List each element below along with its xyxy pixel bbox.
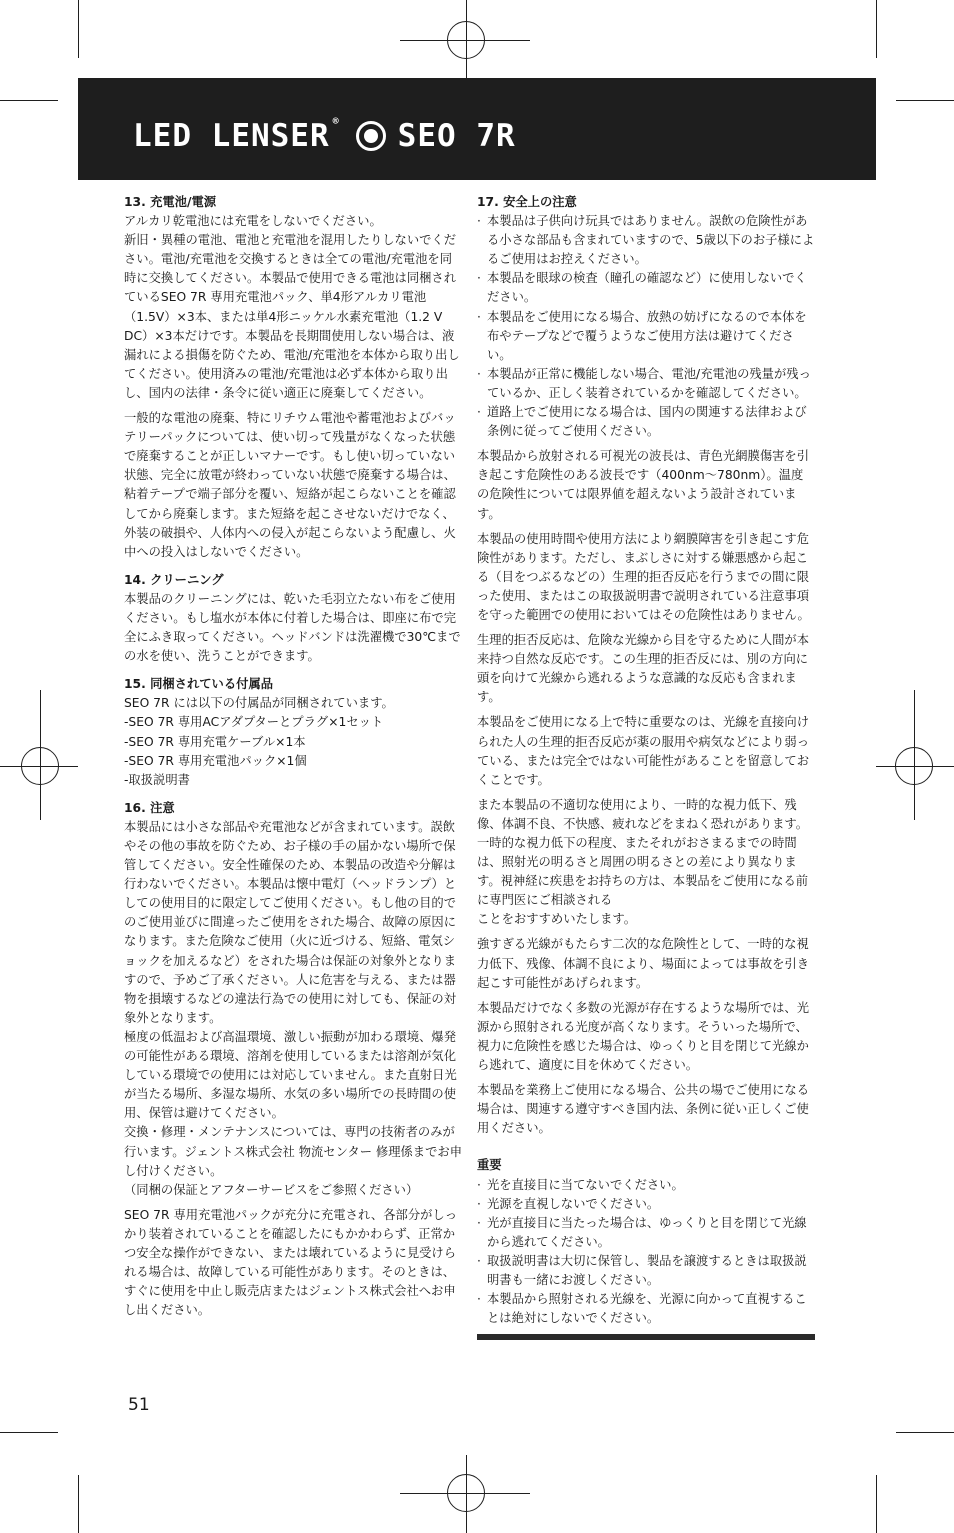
accessory-item: -SEO 7R 専用充電池パック×1個: [124, 753, 307, 768]
section-17-p3: 生理的拒否反応は、危険な光線から目を守るために人間が本来持つ自然な反応です。この生理的拒否反には、別の方向に頭を向けて光線から逃れるような意識的な反応も含まれます。: [477, 633, 810, 705]
list-item: · 本製品をご使用になる場合、放熱の妨げになるので本体を布やテープなどで覆うようなご使用方法は避けてください。: [477, 308, 815, 365]
model-name: SEO 7R: [397, 118, 516, 154]
section-16-title: 16. 注意: [124, 800, 175, 815]
led-circle-icon: [356, 121, 386, 151]
section-17-p4: 本製品をご使用になる上で特に重要なのは、光線を直接向けられた人の生理的拒否反応が薬の服用や病気などにより弱っている、または完全ではない可能性があることを留意しておくことです。: [477, 715, 810, 787]
section-17-p1: 本製品から放射される可視光の波長は、青色光網膜傷害を引き起こす危険性のある波長です（400nm～780nm）。温度の危険性については限界値を超えないよう設計されています。: [477, 449, 810, 521]
section-16-p3: 交換・修理・メンテナンスについては、専門の技術者のみが行います。ジェントス株式会社 物流センター 修理係までお申し付けください。: [124, 1125, 462, 1178]
section-15: [124, 675, 464, 790]
right-column: [477, 193, 815, 1349]
page-number: 51: [128, 1395, 150, 1415]
section-13-p3: 一般的な電池の廃棄、特にリチウム電池や蓄電池およびバッテリーパックについては、使い切って残量がなくなった状態で廃棄することが正しいマナーです。もし使い切っていない状態、完全に放電が終わっていない状態で廃棄する場合は、粘着テープで端子部分を覆い、短絡が起こらないことを確認してから廃棄します。また短絡を起こさせないだけでなく、外装の破損や、人体内への侵入が起こらないよう配慮し、火中への投入はしないでください。: [124, 411, 456, 559]
section-17-p6: 強すぎる光線がもたらす二次的な危険性として、一時的な視力低下、残像、体調不良により、場面によっては事故を引き起こす可能性があげられます。: [477, 937, 810, 990]
accessory-item: -SEO 7R 専用ACアダプターとプラグ×1セット: [124, 715, 384, 730]
list-item: · 光が直接目に当たった場合は、ゆっくりと目を閉じて光線から逃れてください。: [477, 1214, 815, 1252]
list-item: · 光源を直視しないでください。: [477, 1195, 815, 1214]
section-17-title: 17. 安全上の注意: [477, 195, 577, 209]
crop-mark-br-h: [896, 1432, 954, 1433]
section-16-p4: （同梱の保証とアフターサービスをご参照ください）: [124, 1182, 419, 1197]
section-17-p5a: また本製品の不適切な使用により、一時的な視力低下、残像、体調不良、不快感、疲れなどをまねく恐れがあります。一時的な視力低下の程度、またそれがおさまるまでの時間は、照射光の明るさと周囲の明るさとの差により異なります。視神経に疾患をお持ちの方は、本製品をご使用になる前に専門医にご相談される: [477, 797, 809, 908]
section-14-title: 14. クリーニング: [124, 572, 224, 587]
important-bullet-list: [477, 1176, 815, 1329]
registered-mark: ®: [332, 116, 340, 127]
crop-mark-right-circle: [895, 747, 933, 785]
crop-mark-tl-v: [78, 0, 79, 58]
section-14: [124, 571, 464, 666]
left-column: [124, 193, 464, 1329]
important-title: 重要: [477, 1158, 502, 1173]
list-item: · 光を直接目に当てないでください。: [477, 1176, 815, 1195]
section-17-p2: 本製品の使用時間や使用方法により網膜障害を引き起こす危険性があります。ただし、まぶしさに対する嫌悪感から起こる（目をつぶるなどの）生理的拒否反応を行うまでの間に限った使用、またはこの取扱説明書で説明されている注意事項を守った範囲での使用においてはその危険性はありません。: [477, 531, 810, 622]
crop-mark-bottom-circle: [447, 1474, 485, 1512]
section-13-title: 13. 充電池/電源: [124, 195, 217, 209]
section-13: [124, 193, 464, 562]
accessory-item: -SEO 7R 専用充電ケーブル×1本: [124, 734, 306, 749]
crop-mark-top-circle: [447, 21, 485, 59]
section-17-p8: 本製品を業務上ご使用になる場合、公共の場でご使用になる場合は、関連する遵守すべき国内法、条例に従い正しくご使用ください。: [477, 1083, 810, 1136]
crop-mark-left-circle: [21, 747, 59, 785]
section-17-p5b: ことをおすすめいたします。: [477, 912, 636, 927]
brand-logo: [133, 118, 516, 154]
section-15-title: 15. 同梱されている付属品: [124, 677, 274, 692]
section-important: [477, 1156, 815, 1340]
section-16-p1: 本製品には小さな部品や充電池などが含まれています。誤飲やその他の事故を防ぐため、お子様の手の届かない場所で保管してください。安全性確保のため、本製品の改造や分解は行わないでください。本製品は懐中電灯（ヘッドランプ）としての使用目的に限定してご使用ください。もし他の目的でのご使用並びに間違ったご使用をされた場合、故障の原因になります。また危険なご使用（火に近づける、短絡、電気ショックを加えるなど）をされた場合は保証の対象外となりますので、予めご了承ください。人に危害を与える、または器物を損壊するなどの違法行為での使用に対しても、保証の対象外となります。: [124, 819, 457, 1025]
section-17: [477, 193, 815, 1138]
list-item: · 取扱説明書は大切に保管し、製品を譲渡するときは取扱説明書も一緒にお渡しください。: [477, 1252, 815, 1290]
section-16-p5: SEO 7R 専用充電池パックが充分に充電され、各部分がしっかり装着されていることを確認したにもかかわらず、正常かつ安全な操作ができない、または壊れているように見受けられる場合は、故障している可能性があります。そのときは、すぐに使用を中止し販売店またはジェントス株式会社へお申し出ください。: [124, 1207, 458, 1318]
crop-mark-br-v: [876, 1475, 877, 1533]
section-end-rule: [477, 1334, 815, 1340]
crop-mark-bl-v: [78, 1475, 79, 1533]
section-17-p7: 本製品だけでなく多数の光源が存在するような場所では、光源から照射される光度が高くなります。そういった場所で、視力に危険性を感じた場合は、ゆっくりと目を閉じて光線から逃れて、適度に目を休めてください。: [477, 1000, 810, 1073]
list-item: · 本製品を眼球の検査（瞳孔の確認など）に使用しないでください。: [477, 269, 815, 307]
section-15-intro: SEO 7R には以下の付属品が同梱されています。: [124, 696, 394, 711]
brand-name: LED LENSER: [133, 118, 330, 154]
crop-mark-bl-h: [0, 1432, 58, 1433]
crop-mark-tr-v: [876, 0, 877, 58]
list-item: · 本製品から照射される光線を、光源に向かって直視することは絶対にしないでください。: [477, 1290, 815, 1328]
section-13-p1: アルカリ乾電池には充電をしないでください。: [124, 214, 382, 229]
crop-mark-tr-h: [896, 100, 954, 101]
section-14-p1: 本製品のクリーニングには、乾いた毛羽立たない布をご使用ください。もし塩水が本体に付着した場合は、即座に布で完全にふき取ってください。ヘッドバンドは洗濯機で30℃までの水を使い、洗うことができます。: [124, 591, 461, 664]
accessory-item: -取扱説明書: [124, 772, 190, 787]
section-13-p2: 新旧・異種の電池、電池と充電池を混用したりしないでください。電池/充電池を交換するときは全ての電池/充電池を同時に交換してください。本製品で使用できる電池は同梱されているSEO 7R 専用充電池パック、単4形アルカリ電池（1.5V）×3本、または単4形ニッケル水素充電池（1.2 V DC）×3本だけです。本製品を長期間使用しない場合は、液漏れによる損傷を防ぐため、電池/充電池を本体から取り出してください。使用済みの電池/充電池は必ず本体から取り出し、国内の法律・条令に従い適正に廃棄してください。: [124, 233, 460, 400]
section-16: [124, 799, 464, 1321]
crop-mark-tl-h: [0, 100, 58, 101]
safety-bullet-list: [477, 212, 815, 441]
list-item: · 本製品が正常に機能しない場合、電池/充電池の残量が残っているか、正しく装着されているかを確認してください。: [477, 365, 815, 403]
header-band: [78, 78, 876, 180]
section-16-p2: 極度の低温および高温環境、激しい振動が加わる環境、爆発の可能性がある環境、溶剤を使用しているまたは溶剤が気化している環境での使用には対応していません。また直射日光が当たる場所、多湿な場所、水気の多い場所での長時間の使用、保管は避けてください。: [124, 1029, 457, 1121]
list-item: · 道路上でご使用になる場合は、国内の関連する法律および条例に従ってご使用ください。: [477, 403, 815, 441]
list-item: · 本製品は子供向け玩具ではありません。誤飲の危険性がある小さな部品も含まれていますので、5歳以下のお子様によるご使用はお控えください。: [477, 212, 815, 269]
